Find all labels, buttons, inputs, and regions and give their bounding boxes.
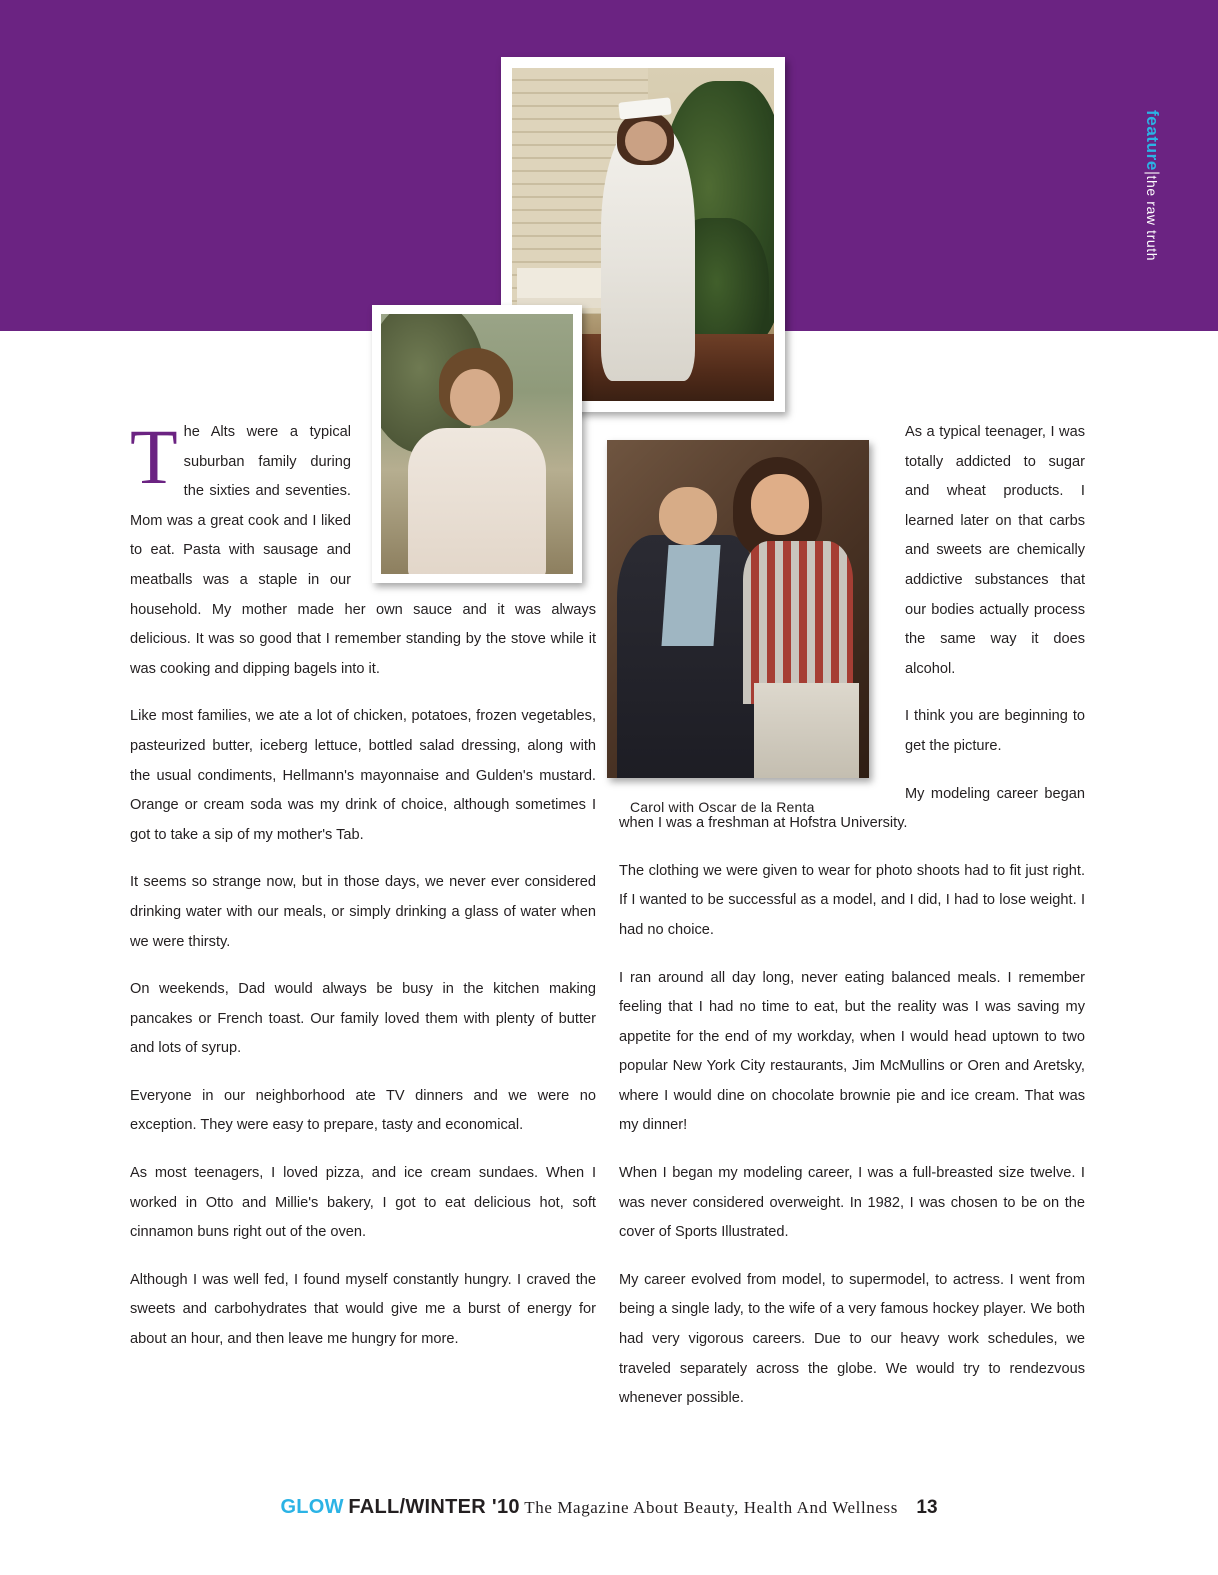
paragraph-left-3: It seems so strange now, but in those days, we never ever considered drinking water with our meals, or simply drinking a glass of water when we were thirsty.: [130, 874, 596, 950]
footer-page-number: 13: [916, 1497, 938, 1518]
right-column-narrow-block: [905, 418, 1085, 762]
photos-courtesy-caption: Photos courtesy of Carol Alt: [809, 338, 954, 350]
feature-tag: [1130, 110, 1162, 320]
paragraph-right-1: [619, 780, 1085, 839]
feature-tag-keyword: feature: [1143, 110, 1162, 171]
paragraph-right-3: I ran around all day long, never eating balanced meals. I remember feeling that I had no time to eat, but the reality was I was saving my appetite for the end of my workday, when I would head uptown to two popular New York City restaurants, Jim McMullins or Oren and Aretsky, where I would dine on chocolate brownie pie and ice cream. That was my dinner!: [619, 969, 1085, 1134]
right-purple-strip: [1156, 0, 1218, 331]
footer-issue: FALL/WINTER '10: [348, 1496, 520, 1518]
paragraph-right-4: When I began my modeling career, I was a full-breasted size twelve. I was never considered overweight. In 1982, I was chosen to be on the cover of Sports Illustrated.: [619, 1165, 1085, 1241]
oscar-photo-caption: Carol with Oscar de la Renta: [630, 799, 815, 815]
left-text-column: [130, 413, 596, 1373]
paragraph-right-narrow-2: I think you are beginning to get the picture.: [905, 708, 1085, 754]
paragraph-left-2: Like most families, we ate a lot of chicken, potatoes, frozen vegetables, pasteurized butter, iceberg lettuce, bottled salad dressing, along with the usual condiments, Hellmann's mayonnaise and Gulden's mustard. Orange or cream soda was my drink of choice, although sometimes I got to take a sip of my mother's Tab.: [130, 708, 596, 843]
drop-cap: T: [130, 413, 178, 500]
mother-photo-text-wrap: [351, 418, 596, 594]
paragraph-left-6: As most teenagers, I loved pizza, and ice cream sundaes. When I worked in Otto and Millie's bakery, I got to eat delicious hot, soft cinnamon buns right out of the oven.: [130, 1165, 596, 1241]
paragraph-right-1-text: My modeling career began when I was a freshman at Hofstra University.: [619, 785, 1085, 832]
feature-tag-separator: |: [1144, 170, 1161, 176]
paragraph-left-5: Everyone in our neighborhood ate TV dinners and we were no exception. They were easy to prepare, tasty and economical.: [130, 1087, 596, 1134]
feature-tag-subtitle: the raw truth: [1144, 175, 1160, 262]
paragraph-right-2: The clothing we were given to wear for photo shoots had to fit just right. If I wanted to be successful as a model, and I did, I had to lose weight. I had no choice.: [619, 862, 1085, 938]
graduate-face-shape: [625, 121, 667, 161]
right-text-column: [619, 418, 1085, 1432]
paragraph-right-5: My career evolved from model, to supermodel, to actress. I went from being a single lady, to the wife of a very famous hockey player. We both had very vigorous careers. Due to our heavy work schedules, we traveled separately across the globe. We would try to rendezvous whenever possible.: [619, 1271, 1085, 1407]
paragraph-left-1-text: he Alts were a typical suburban family during the sixties and seventies. Mom was a great cook and I liked to eat. Pasta with sausage and meatballs was a staple in our household. My mother made her own sauce and it was always delicious. It was so good that I remember standing by the stove while it was cooking and dipping bagels into it.: [130, 424, 596, 677]
footer-tagline: The Magazine About Beauty, Health And Wellness: [524, 1498, 898, 1517]
footer-glow-logo: GLOW: [280, 1496, 344, 1518]
paragraph-left-7: Although I was well fed, I found myself constantly hungry. I craved the sweets and carbohydrates that would give me a burst of energy for about an hour, and then leave me hungry for more.: [130, 1271, 596, 1348]
page-footer: [0, 1496, 1218, 1519]
paragraph-left-1: [130, 413, 596, 684]
paragraph-left-4: On weekends, Dad would always be busy in the kitchen making pancakes or French toast. Our family loved them with plenty of butter and lots of syrup.: [130, 981, 596, 1057]
paragraph-right-narrow-1: As a typical teenager, I was totally addicted to sugar and wheat products. I learned later on that carbs and sweets are chemically addictive substances that our bodies actually process the same way it does alcohol.: [905, 424, 1085, 677]
